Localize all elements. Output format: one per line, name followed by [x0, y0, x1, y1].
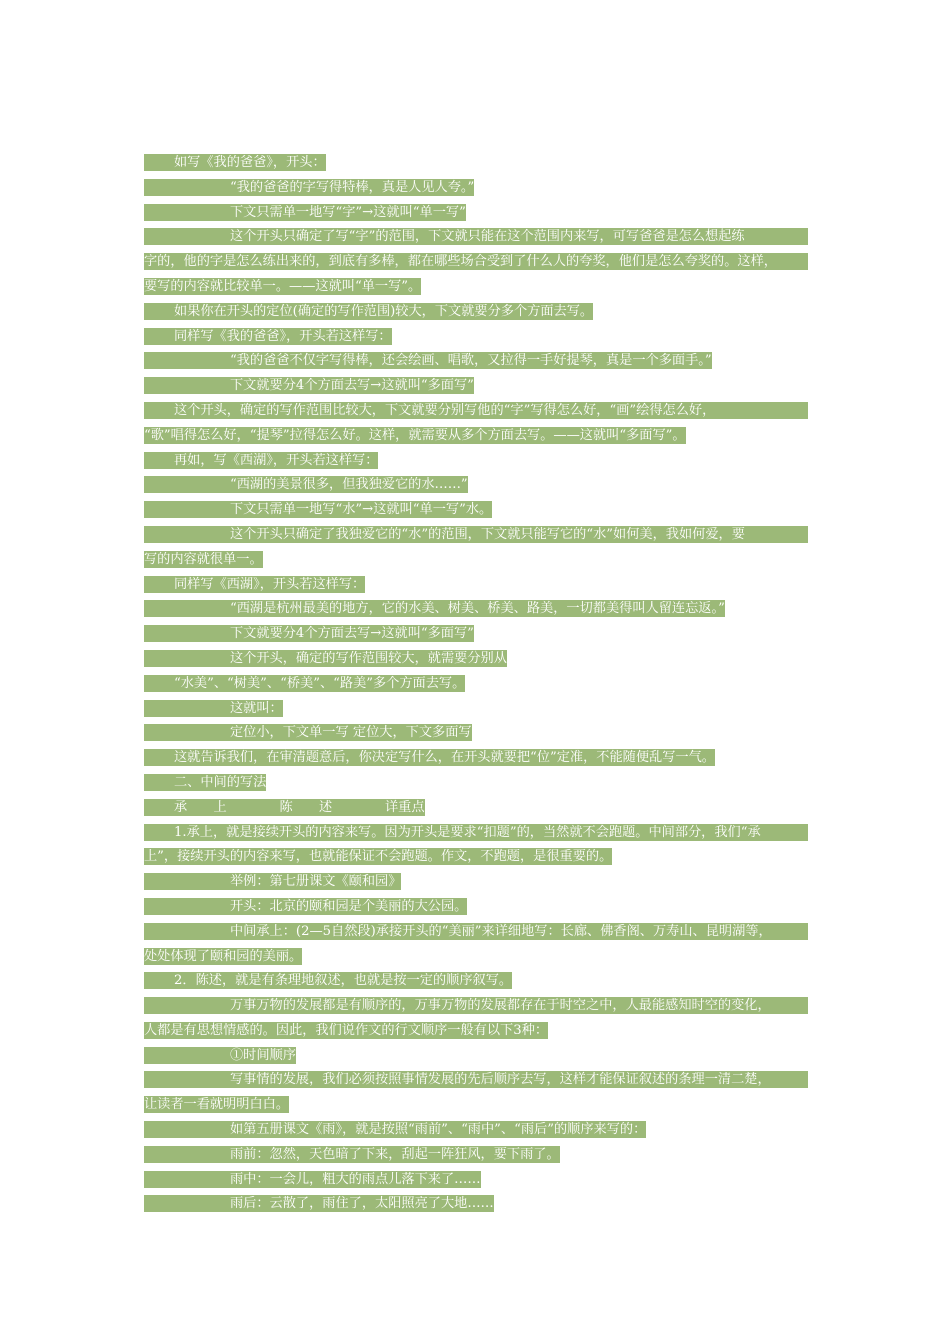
text-line-content: 人都是有思想情感的。因此，我们说作文的行文顺序一般有以下3种：	[144, 1022, 549, 1038]
text-line-content: 再如，写《西湖》，开头若这样写：	[144, 452, 378, 469]
text-line	[144, 845, 808, 870]
text-line-content: 如果你在开头的定位(确定的写作范围)较大，下文就要分多个方面去写。	[144, 303, 593, 320]
text-line	[144, 895, 808, 920]
text-line	[144, 250, 808, 275]
text-line-content: “水美”、“树美”、“桥美”、“路美”多个方面去写。	[144, 675, 465, 692]
text-line-content: 2．陈述，就是有条理地叙述，也就是按一定的顺序叙写。	[144, 972, 512, 989]
text-line-content: “歌”唱得怎么好，“提琴”拉得怎么好。这样，就需要从多个方面去写。——这就叫“多面写”。	[144, 427, 686, 443]
text-line-content: 雨前：忽然，天色暗了下来，刮起一阵狂风，要下雨了。	[144, 1146, 560, 1163]
text-line	[144, 821, 808, 846]
text-line	[144, 573, 808, 598]
text-line-content: 这就告诉我们，在审清题意后，你决定写什么，在开头就要把“位”定准，不能随便乱写一气。	[144, 749, 715, 766]
text-line	[144, 771, 808, 796]
text-line	[144, 647, 808, 672]
text-line-content: 承 上 陈 述 详重点	[144, 799, 425, 816]
text-line-content: 同样写《西湖》，开头若这样写：	[144, 576, 365, 593]
text-line-content: 这就叫：	[144, 700, 283, 717]
document-body	[144, 151, 808, 1217]
text-line-content: 字的，他的字是怎么练出来的，到底有多棒，都在哪些场合受到了什么人的夸奖，他们是怎么夸奖的。这样，	[144, 253, 808, 270]
text-line-content: 如写《我的爸爸》，开头：	[144, 154, 326, 171]
text-line-content: “西湖的美景很多，但我独爱它的水……”	[144, 476, 468, 493]
text-line	[144, 1068, 808, 1093]
text-line-content: 这个开头只确定了写“字”的范围，下文就只能在这个范围内来写，可写爸爸是怎么想起练	[144, 228, 808, 245]
text-line	[144, 1093, 808, 1118]
text-line	[144, 325, 808, 350]
text-line	[144, 1143, 808, 1168]
text-line	[144, 349, 808, 374]
text-line-content: 上”，接续开头的内容来写，也就能保证不会跑题。作文，不跑题，是很重要的。	[144, 849, 613, 865]
text-line	[144, 969, 808, 994]
text-line-content: 下文只需单一地写“字”→这就叫“单一写”	[144, 204, 466, 221]
text-line-content: 这个开头，确定的写作范围较大，就需要分别从	[144, 650, 507, 667]
text-line-content: 让读者一看就明明白白。	[144, 1097, 290, 1113]
text-line-content: “我的爸爸不仅字写得棒，还会绘画、唱歌，又拉得一手好提琴，真是一个多面手。”	[144, 352, 712, 369]
text-line	[144, 697, 808, 722]
text-line	[144, 870, 808, 895]
text-line-content: 雨中：一会儿，粗大的雨点儿落下来了……	[144, 1171, 481, 1188]
text-line-content: 举例：第七册课文《颐和园》	[144, 873, 401, 890]
text-line	[144, 523, 808, 548]
text-line-content: ①时间顺序	[144, 1047, 296, 1064]
text-line-content: 1.承上，就是接续开头的内容来写。因为开头是要求“扣题”的，当然就不会跑题。中间部分，我们“承	[144, 824, 808, 841]
text-line	[144, 597, 808, 622]
text-line-content: 处处体现了颐和园的美丽。	[144, 948, 303, 964]
text-line	[144, 449, 808, 474]
text-line	[144, 374, 808, 399]
text-line-content: “西湖是杭州最美的地方，它的水美、树美、桥美、路美，一切都美得叫人留连忘返。”	[144, 600, 725, 617]
text-line-content: 这个开头只确定了我独爱它的“水”的范围，下文就只能写它的“水”如何美，我如何爱，要	[144, 526, 808, 543]
text-line	[144, 920, 808, 945]
text-line-content: 同样写《我的爸爸》，开头若这样写：	[144, 328, 392, 345]
text-line-content: “我的爸爸的字写得特棒，真是人见人夸。”	[144, 179, 474, 196]
text-line	[144, 672, 808, 697]
text-line	[144, 548, 808, 573]
text-line-content: 下文只需单一地写“水”→这就叫“单一写”水。	[144, 501, 492, 518]
text-line	[144, 1192, 808, 1217]
text-line	[144, 151, 808, 176]
text-line-content: 二、中间的写法	[144, 774, 266, 791]
text-line	[144, 1118, 808, 1143]
text-line	[144, 746, 808, 771]
text-line-content: 写的内容就很单一。	[144, 551, 263, 567]
text-line	[144, 1168, 808, 1193]
text-line-content: 下文就要分4个方面去写→这就叫“多面写”	[144, 377, 474, 394]
text-line	[144, 201, 808, 226]
text-line-content: 万事万物的发展都是有顺序的，万事万物的发展都存在于时空之中，人最能感知时空的变化，	[144, 997, 808, 1014]
text-line-content: 开头：北京的颐和园是个美丽的大公园。	[144, 898, 467, 915]
text-line	[144, 225, 808, 250]
text-line	[144, 498, 808, 523]
text-line-content: 定位小，下文单一写 定位大，下文多面写	[144, 724, 472, 741]
text-line	[144, 1044, 808, 1069]
text-line	[144, 399, 808, 424]
text-line-content: 雨后：云散了，雨住了，太阳照亮了大地……	[144, 1195, 494, 1212]
text-line	[144, 424, 808, 449]
text-line-content: 中间承上：(2—5自然段)承接开头的“美丽”来详细地写：长廊、佛香阁、万寿山、昆明湖等，	[144, 923, 808, 940]
text-line	[144, 945, 808, 970]
text-line	[144, 622, 808, 647]
text-line	[144, 473, 808, 498]
text-line	[144, 275, 808, 300]
text-line-content: 这个开头，确定的写作范围比较大，下文就要分别写他的“字”写得怎么好，“画”绘得怎么好，	[144, 402, 808, 419]
text-line	[144, 796, 808, 821]
text-line	[144, 1019, 808, 1044]
text-line	[144, 721, 808, 746]
text-line	[144, 300, 808, 325]
text-line-content: 下文就要分4个方面去写→这就叫“多面写”	[144, 625, 474, 642]
text-line-content: 写事情的发展，我们必须按照事情发展的先后顺序去写，这样才能保证叙述的条理一清二楚，	[144, 1071, 808, 1088]
text-line	[144, 994, 808, 1019]
text-line-content: 如第五册课文《雨》，就是按照“雨前”、“雨中”、“雨后”的顺序来写的：	[144, 1121, 646, 1138]
text-line	[144, 176, 808, 201]
text-line-content: 要写的内容就比较单一。——这就叫“单一写”。	[144, 278, 422, 294]
